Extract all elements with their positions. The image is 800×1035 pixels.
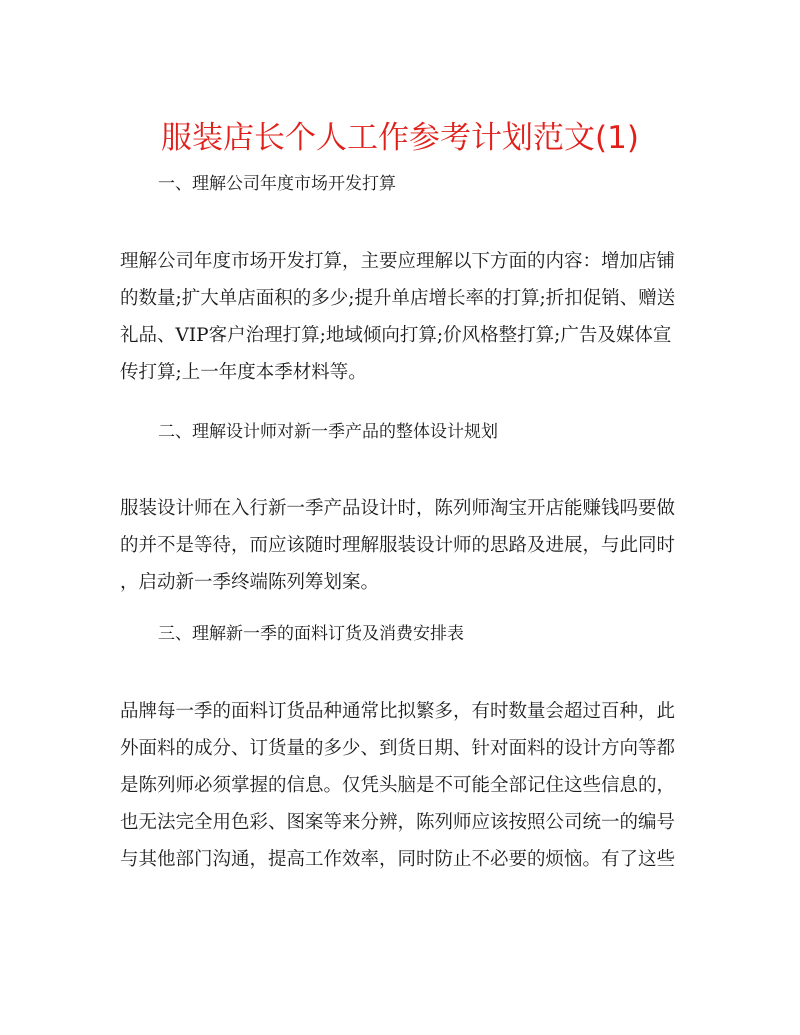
paragraph-line: 与其他部门沟通，提高工作效率，同时防止不必要的烦恼。有了这些 (120, 849, 676, 870)
paragraph-line: 服装设计师在入行新一季产品设计时，陈列师淘宝开店能赚钱吗要做 (120, 498, 676, 519)
paragraph-line: 外面料的成分、订货量的多少、到货日期、针对面料的设计方向等都 (120, 738, 676, 759)
paragraph-line: 是陈列师必须掌握的信息。仅凭头脑是不可能全部记住这些信息的， (120, 775, 676, 796)
paragraph-line: 传打算;上一年度本季材料等。 (120, 362, 367, 383)
paragraph-line: 品牌每一季的面料订货品种通常比拟繁多，有时数量会超过百种，此 (120, 701, 676, 722)
paragraph-line: ，启动新一季终端陈列筹划案。 (120, 572, 380, 593)
document-title: 服装店长个人工作参考计划范文(1) (161, 120, 639, 156)
paragraph-line: 的并不是等待，而应该随时理解服装设计师的思路及进展，与此同时 (120, 535, 676, 556)
section-heading-2: 二、理解设计师对新一季产品的整体设计规划 (158, 422, 498, 442)
section-paragraph-1 (120, 243, 690, 391)
paragraph-line: 的数量;扩大单店面积的多少;提升单店增长率的打算;折扣促销、赠送 (120, 288, 676, 309)
paragraph-line: 礼品、VIP客户治理打算;地域倾向打算;价风格整打算;广告及媒体宣 (120, 325, 672, 346)
paragraph-line: 理解公司年度市场开发打算，主要应理解以下方面的内容：增加店铺 (120, 251, 676, 272)
section-heading-1: 一、理解公司年度市场开发打算 (158, 174, 396, 194)
section-paragraph-3 (120, 693, 690, 878)
section-paragraph-2 (120, 490, 690, 601)
section-heading-3: 三、理解新一季的面料订货及消费安排表 (158, 624, 464, 644)
paragraph-line: 也无法完全用色彩、图案等来分辨，陈列师应该按照公司统一的编号 (120, 812, 676, 833)
